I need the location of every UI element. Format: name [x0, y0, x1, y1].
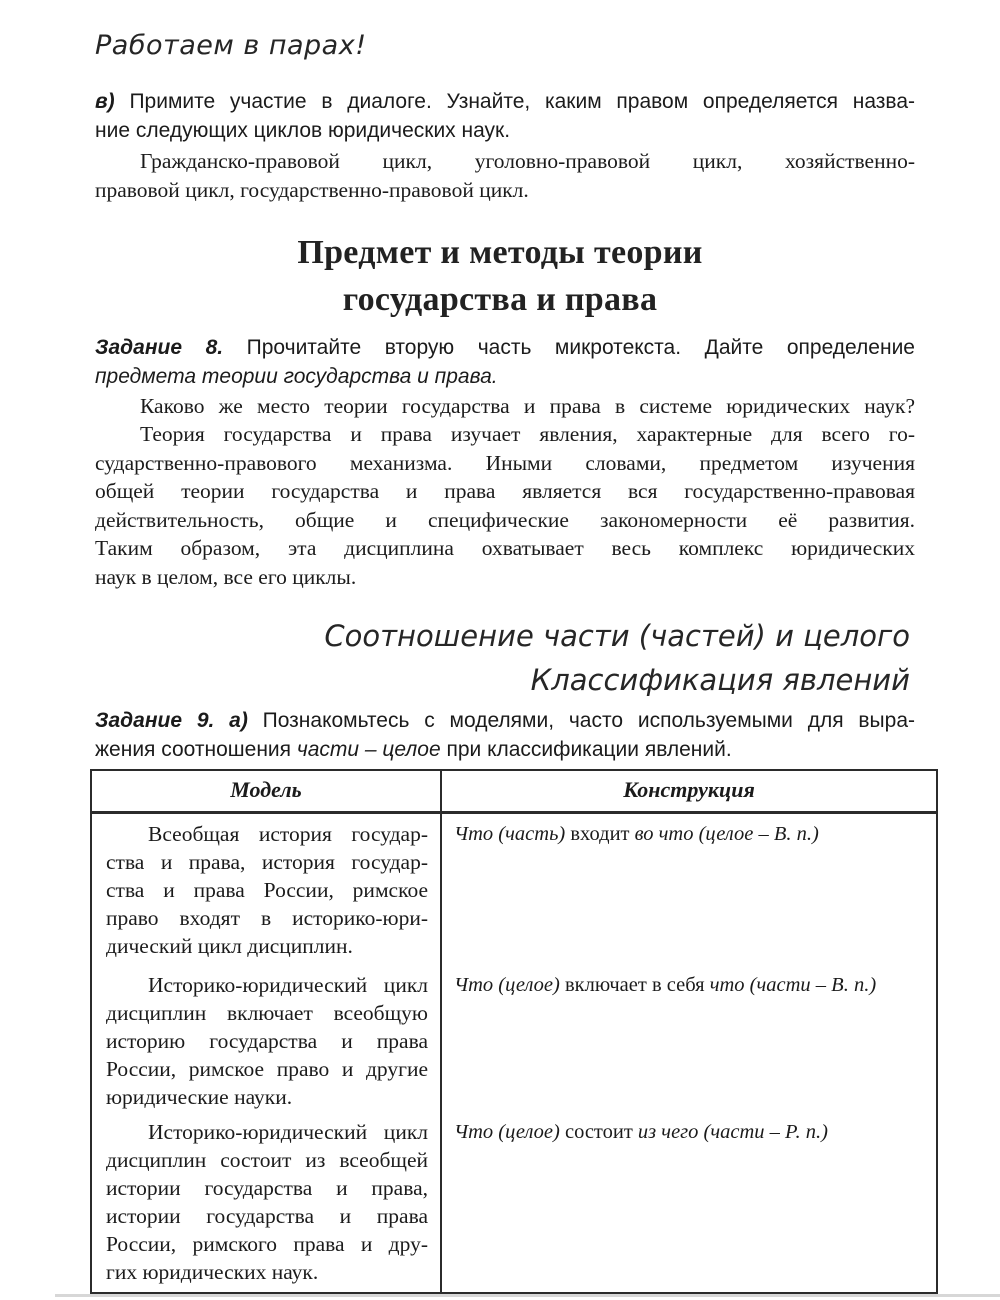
text-run: Прочитайте вторую часть микротекста. Дайте определение — [246, 336, 915, 359]
text-line: дический цикл дисциплин. — [106, 934, 353, 958]
text-line: Всеобщая история государ- — [148, 822, 428, 846]
text-line: ства и права России, римское — [106, 878, 428, 902]
text-run: при классификации явлений. — [440, 738, 732, 761]
text-line: наук в целом, все его циклы. — [95, 564, 357, 589]
text-run: части – целое — [296, 738, 441, 761]
text-run: в) — [95, 90, 130, 113]
text-run: Примите участие в диалоге. Узнайте, каким правом определяется назва- — [129, 90, 915, 113]
text-line: России, римское право и другие — [106, 1057, 428, 1081]
chapter-title — [0, 229, 1000, 323]
text-run: во что (целое – В. п.) — [634, 823, 819, 845]
text-line — [95, 362, 915, 391]
text-line: истории государства и права, — [106, 1176, 428, 1200]
task8-paragraph — [95, 333, 915, 391]
intro-paragraph — [95, 87, 915, 145]
text-line — [95, 735, 915, 764]
question-paragraph — [95, 392, 915, 421]
cycles-paragraph — [95, 147, 915, 205]
text-line — [454, 1118, 930, 1146]
model-cell-1 — [92, 814, 442, 965]
text-line: Гражданско-правовой цикл, уголовно-правовой цикл, хозяйственно- — [140, 149, 915, 173]
models-table — [90, 769, 938, 1294]
lesson-header: Работаем в парах! — [95, 30, 367, 61]
task9-paragraph — [95, 706, 915, 764]
text-line — [95, 333, 915, 362]
text-line: Классификация явлений — [530, 663, 910, 697]
text-line: действительность, общие и специфические закономерности её развития. — [95, 507, 915, 532]
text-line: Историко-юридический цикл — [148, 1120, 428, 1144]
text-line: право входят в историко-юри- — [106, 906, 428, 930]
text-run: предмета теории государства и права. — [95, 365, 498, 388]
text-run: Что (часть) — [454, 823, 566, 845]
text-run: Познакомьтесь с моделями, часто используемыми для выра- — [262, 709, 915, 732]
text-run: что (части – В. п.) — [709, 974, 877, 996]
text-line: России, римского права и дру- — [106, 1232, 428, 1256]
table-header-model: Модель — [92, 771, 442, 814]
text-line — [95, 706, 915, 735]
text-line — [95, 116, 915, 145]
text-run: Задание 8. — [95, 336, 247, 359]
text-line — [454, 820, 930, 848]
text-line: общей теории государства и права является вся государственно-правовая — [95, 479, 915, 503]
text-line: Каково же место теории государства и права в системе юридических наук? — [140, 394, 915, 418]
construction-cell-2 — [442, 965, 936, 1112]
text-line: гих юридических наук. — [106, 1260, 319, 1284]
text-line: сударственно-правового механизма. Иными словами, предметом изучения — [95, 450, 915, 475]
construction-cell-1 — [442, 814, 936, 965]
text-line: Предмет и методы теории — [297, 234, 703, 271]
text-run: состоит — [559, 1121, 638, 1143]
model-cell-2 — [92, 965, 442, 1112]
text-line: государства и права — [342, 281, 658, 318]
text-line: историю государства и права — [106, 1029, 428, 1053]
text-line: правовой цикл, государственно-правовой цикл. — [95, 178, 529, 202]
section-heading — [270, 614, 910, 702]
text-line: Историко-юридический цикл — [148, 973, 428, 997]
text-line: дисциплин состоит из всеобщей — [106, 1148, 428, 1172]
text-line — [95, 87, 915, 116]
text-run: Что (целое) — [454, 974, 560, 996]
scan-edge-artifact — [55, 1294, 1000, 1297]
text-line: ства и права, история государ- — [106, 850, 428, 874]
text-run: из чего (части – Р. п.) — [637, 1121, 828, 1143]
text-line: Соотношение части (частей) и целого — [324, 619, 910, 653]
table-header-construction: Конструкция — [442, 771, 936, 814]
construction-cell-3 — [442, 1112, 936, 1292]
text-line: Таким образом, эта дисциплина охватывает весь комплекс юридических — [95, 536, 915, 560]
text-run: включает в себя — [559, 974, 710, 996]
text-run: Что (целое) — [454, 1121, 560, 1143]
text-run: Задание 9. а) — [95, 709, 263, 732]
text-line: Теория государства и права изучает явления, характерные для всего го- — [140, 422, 915, 446]
text-line: юридические науки. — [106, 1085, 293, 1109]
text-run: жения соотношения — [95, 738, 297, 761]
text-line: истории государства и права — [106, 1204, 428, 1228]
model-cell-3 — [92, 1112, 442, 1292]
text-line: дисциплин включает всеобщую — [106, 1001, 428, 1025]
text-run: ние следующих циклов юридических наук. — [95, 119, 511, 142]
text-line — [454, 971, 930, 999]
text-run: входит — [565, 823, 635, 845]
body-paragraph — [95, 420, 915, 591]
